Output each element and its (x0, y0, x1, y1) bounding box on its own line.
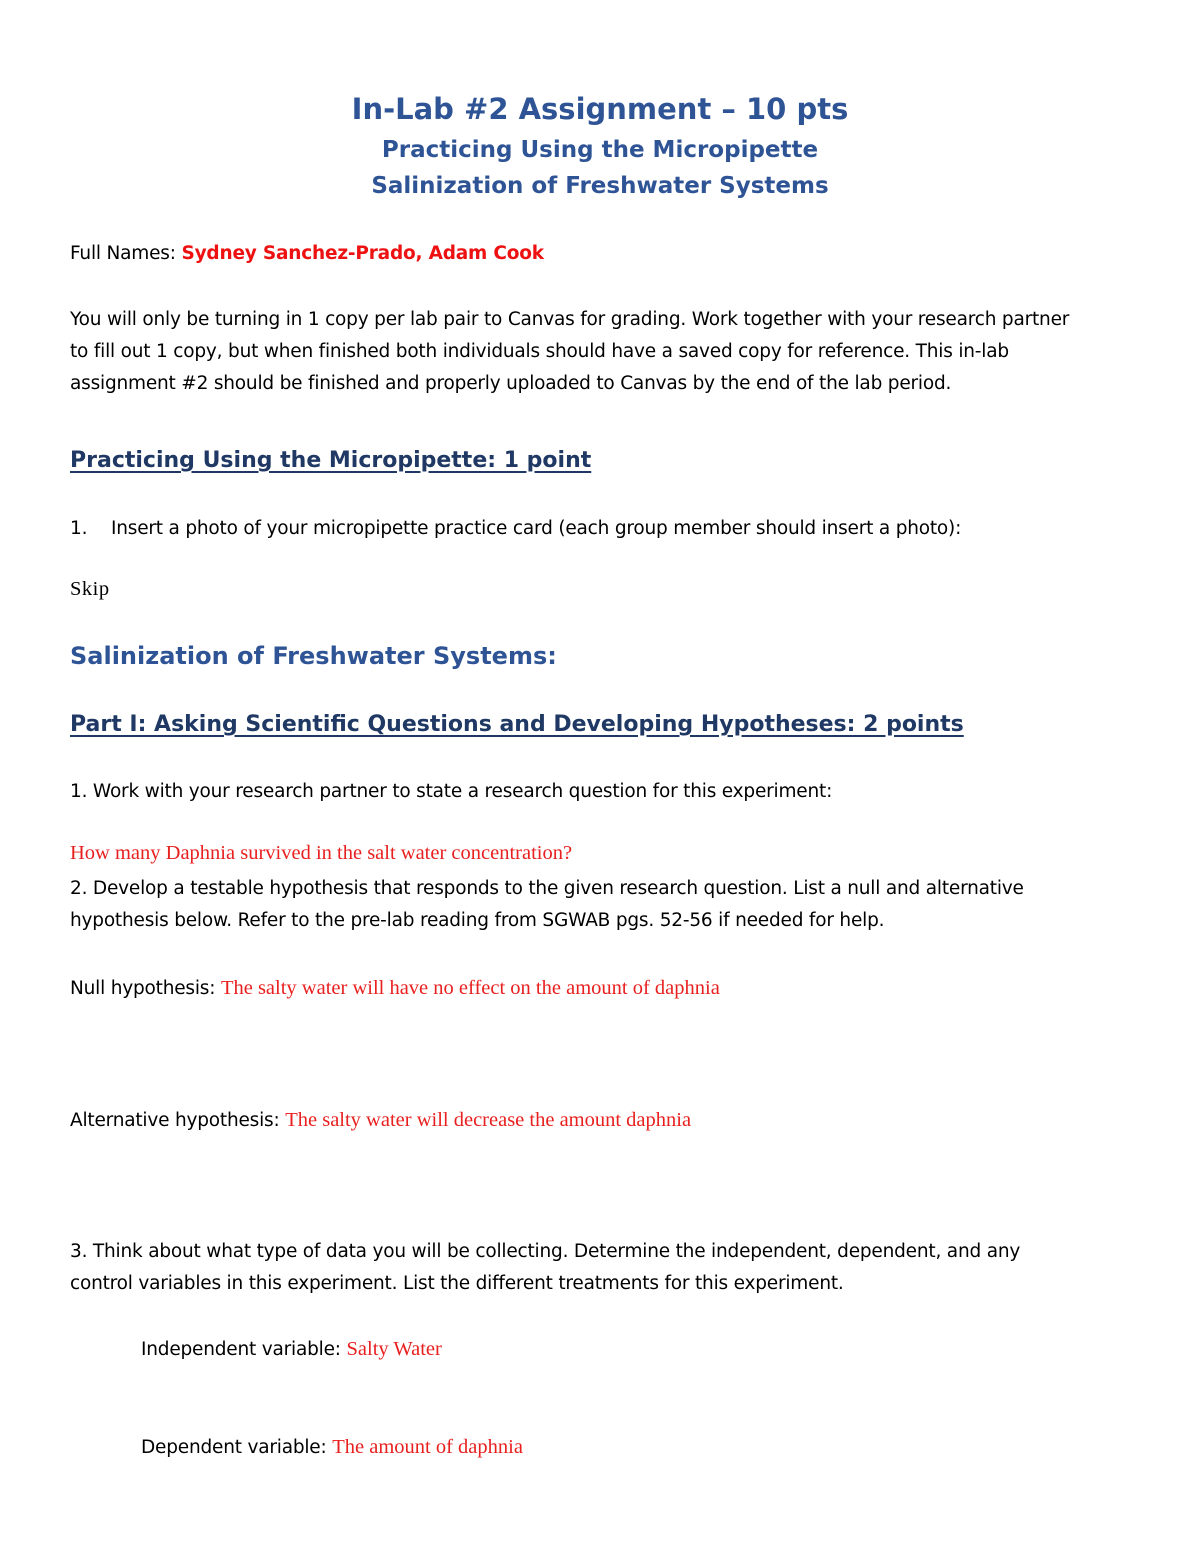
dependent-variable-label: Dependent variable: (141, 1437, 333, 1458)
question-1-number: 1. (70, 518, 88, 539)
research-question-answer: How many Daphnia survived in the salt water concentration? (70, 842, 573, 864)
intro-line-3: assignment #2 should be finished and properly uploaded to Canvas by the end of the lab period. (70, 373, 952, 394)
full-names-value: Sydney Sanchez-Prado, Adam Cook (181, 243, 544, 264)
hypothesis-prompt-line-1: 2. Develop a testable hypothesis that responds to the given research question. List a null and alternative (70, 878, 1024, 899)
independent-variable-label: Independent variable: (141, 1339, 347, 1360)
question-1-answer: Skip (70, 578, 110, 600)
intro-line-2: to fill out 1 copy, but when finished both individuals should have a saved copy for reference. This in-lab (70, 341, 1009, 362)
dependent-variable-answer: The amount of daphnia (332, 1436, 523, 1458)
alternative-hypothesis-label: Alternative hypothesis: (70, 1110, 286, 1131)
variables-prompt-line-2: control variables in this experiment. List the different treatments for this experiment. (70, 1273, 844, 1294)
alternative-hypothesis-line (70, 1104, 691, 1137)
null-hypothesis-label: Null hypothesis: (70, 978, 221, 999)
document-subtitle-salinization: Salinization of Freshwater Systems (371, 173, 829, 199)
document-title: In-Lab #2 Assignment – 10 pts (351, 92, 849, 126)
null-hypothesis-line (70, 972, 720, 1005)
independent-variable-line (141, 1333, 442, 1366)
variables-prompt-line-1: 3. Think about what type of data you will be collecting. Determine the independent, dependent, and any (70, 1241, 1021, 1262)
full-names-label: Full Names: (70, 243, 182, 264)
full-names-line (70, 238, 544, 270)
question-1-text: Insert a photo of your micropipette practice card (each group member should insert a photo): (111, 518, 962, 539)
independent-variable-answer: Salty Water (346, 1338, 442, 1360)
dependent-variable-line (141, 1431, 523, 1464)
intro-line-1: You will only be turning in 1 copy per lab pair to Canvas for grading. Work together with your research partner (70, 309, 1070, 330)
section-heading-salinization: Salinization of Freshwater Systems: (70, 642, 557, 670)
part-1-heading: Part I: Asking Scientific Questions and Developing Hypotheses: 2 points (70, 712, 964, 737)
null-hypothesis-answer: The salty water will have no effect on the amount of daphnia (220, 977, 720, 999)
research-question-prompt: 1. Work with your research partner to state a research question for this experiment: (70, 781, 833, 802)
section-heading-micropipette: Practicing Using the Micropipette: 1 point (70, 448, 592, 473)
alternative-hypothesis-answer: The salty water will decrease the amount daphnia (285, 1109, 692, 1131)
hypothesis-prompt-line-2: hypothesis below. Refer to the pre-lab reading from SGWAB pgs. 52-56 if needed for help. (70, 910, 885, 931)
document-subtitle-micropipette: Practicing Using the Micropipette (381, 137, 819, 163)
